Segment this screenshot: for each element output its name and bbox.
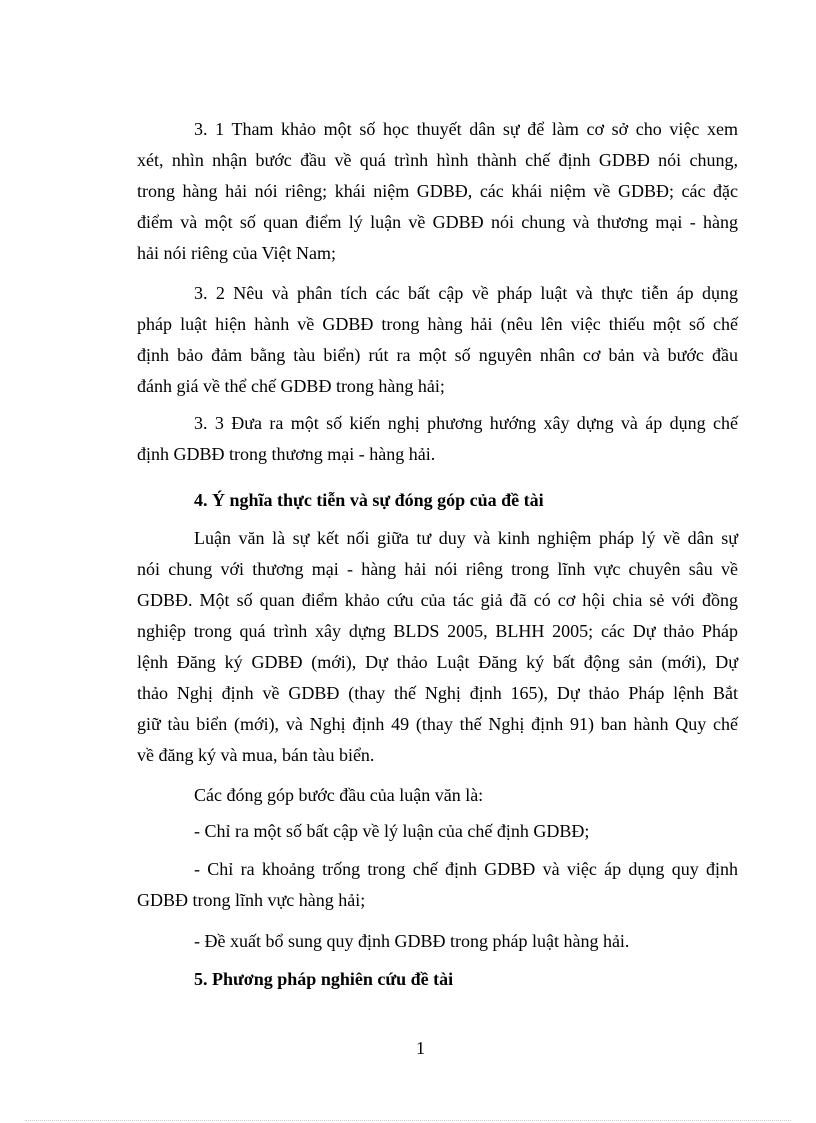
text-line: 3. 1 Tham khảo một số học thuyết dân sự để làm cơ sở cho việc xem [194, 119, 738, 139]
text-line: 3. 2 Nêu và phân tích các bất cập về pháp luật và thực tiễn áp dụng [194, 283, 738, 303]
text-line: GDBĐ. Một số quan điểm khảo cứu của tác giả đã có cơ hội chia sẻ với đồng [137, 590, 738, 610]
page-number: 1 [416, 1038, 425, 1058]
objective-3-2 [137, 278, 738, 402]
text-line: điểm và một số quan điểm lý luận về GDBĐ nói chung và thương mại - hàng [137, 212, 738, 232]
text-line: nghiệp trong quá trình xây dựng BLDS 2005, BLHH 2005; các Dự thảo Pháp [137, 621, 738, 641]
section-4-heading: 4. Ý nghĩa thực tiễn và sự đóng góp của đề tài [194, 490, 544, 510]
objective-3-1 [137, 114, 738, 269]
text-line: thảo Nghị định về GDBĐ (thay thế Nghị định 165), Dự thảo Pháp lệnh Bắt [137, 683, 738, 703]
page-bottom-divider [25, 1120, 791, 1121]
text-line: định bảo đảm bằng tàu biển) rút ra một số nguyên nhân cơ bản và bước đầu [137, 345, 738, 365]
text-line: trong hàng hải nói riêng; khái niệm GDBĐ, các khái niệm về GDBĐ; các đặc [137, 181, 738, 201]
text-line: định GDBĐ trong thương mại - hàng hải. [137, 444, 436, 464]
text-line: - Chỉ ra khoảng trống trong chế định GDBĐ và việc áp dụng quy định [194, 859, 738, 879]
text-line: pháp luật hiện hành về GDBĐ trong hàng hải (nêu lên việc thiếu một số chế [137, 314, 738, 334]
text-line: lệnh Đăng ký GDBĐ (mới), Dự thảo Luật Đăng ký bất động sản (mới), Dự [137, 652, 738, 672]
text-line: xét, nhìn nhận bước đầu về quá trình hình thành chế định GDBĐ nói chung, [137, 150, 738, 170]
objective-3-3 [137, 408, 738, 470]
contribution-item: - Chỉ ra một số bất cập về lý luận của chế định GDBĐ; [194, 821, 590, 841]
contributions-label: Các đóng góp bước đầu của luận văn là: [194, 785, 484, 805]
text-line: nói chung với thương mại - hàng hải nói riêng trong lĩnh vực chuyên sâu về [137, 559, 738, 579]
text-line: về đăng ký và mua, bán tàu biển. [137, 745, 375, 765]
section-4-paragraph [137, 523, 738, 771]
text-line: hải nói riêng của Việt Nam; [137, 243, 337, 263]
text-line: giữ tàu biển (mới), và Nghị định 49 (thay thế Nghị định 91) ban hành Quy chế [137, 714, 738, 734]
text-line: 3. 3 Đưa ra một số kiến nghị phương hướng xây dựng và áp dụng chế [194, 413, 738, 433]
contribution-item: - Đề xuất bổ sung quy định GDBĐ trong pháp luật hàng hải. [194, 931, 630, 951]
text-line: đánh giá về thể chế GDBĐ trong hàng hải; [137, 376, 445, 396]
section-5-heading: 5. Phương pháp nghiên cứu đề tài [194, 969, 454, 989]
text-line: Luận văn là sự kết nối giữa tư duy và kinh nghiệm pháp lý về dân sự [194, 528, 738, 548]
contribution-item [137, 854, 738, 916]
text-line: GDBĐ trong lĩnh vực hàng hải; [137, 890, 366, 910]
